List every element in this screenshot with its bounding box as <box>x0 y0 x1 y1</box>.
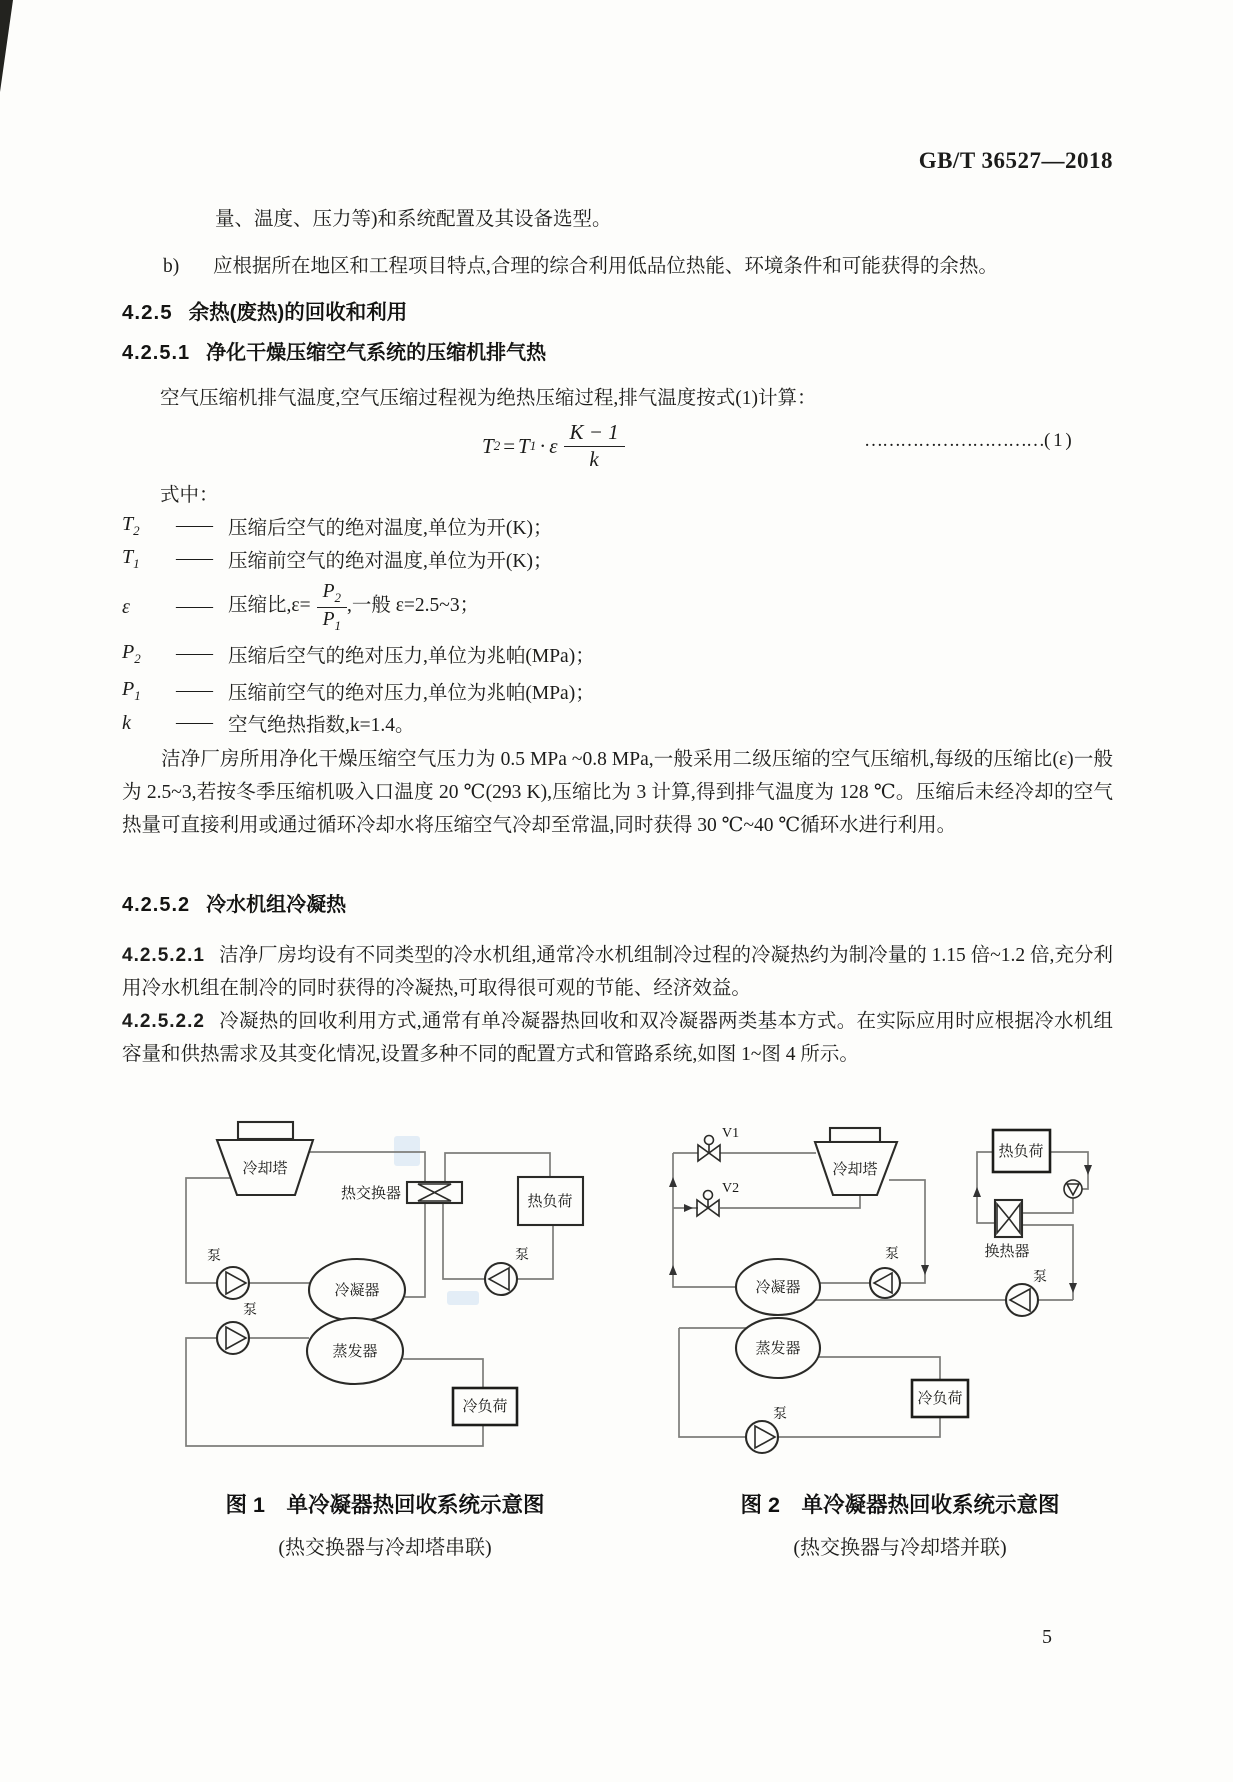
pump-icon <box>217 1267 249 1299</box>
valve-v1-label: V1 <box>722 1126 740 1141</box>
section-number: 4.2.5.2 <box>122 894 191 916</box>
pump-label: 泵 <box>885 1247 899 1262</box>
symbol-row-p1 <box>122 677 1113 705</box>
figure-2-title: 图 2 单冷凝器热回收系统示意图 <box>740 1493 1060 1517</box>
where-label: 式中： <box>160 485 219 506</box>
times-dot: · <box>539 433 547 458</box>
cooling-tower-fan-housing <box>830 1128 880 1142</box>
symbol: k <box>122 711 131 734</box>
symbol: $T_1$ <box>122 546 140 571</box>
symbol-description: 压缩后空气的绝对温度,单位为开(K)； <box>228 518 553 539</box>
dash: —— <box>176 643 211 664</box>
flow-arrow-right <box>684 1204 693 1212</box>
pipe <box>405 1203 425 1297</box>
paragraph-compressed-air: 洁净厂房所用净化干燥压缩空气压力为 0.5 MPa ~0.8 MPa,一般采用二级压缩的空气压缩机,每级的压缩比(ε)一般为 2.5~3,若按冬季压缩机吸入口温度 20 ℃(293 K),压缩比为 3 计算,得到排气温度为 128 ℃。压缩后未经冷却的空气热量可直接利用或通过循环冷却水将压缩空气冷却至常温,同时获得 30 ℃~40 ℃循环水进行利用。 <box>122 749 1113 836</box>
section-title: 冷水机组冷凝热 <box>206 894 347 916</box>
figure-1-caption <box>150 1488 620 1560</box>
pipe <box>889 1180 925 1283</box>
cooling-load-label: 冷负荷 <box>462 1399 508 1415</box>
valve-actuator <box>704 1191 713 1200</box>
dash: —— <box>176 515 211 536</box>
valve-actuator <box>705 1136 714 1145</box>
equation-expression <box>482 414 625 478</box>
page-number: 5 <box>1042 1626 1052 1648</box>
fraction-numerator: K − 1 <box>564 421 625 446</box>
valve-icon <box>709 1145 720 1161</box>
condenser-label: 冷凝器 <box>755 1280 801 1296</box>
section-heading-4251 <box>122 336 546 365</box>
symbol-description: 压缩前空气的绝对压力,单位为兆帕(MPa)； <box>228 683 595 704</box>
dash: —— <box>176 596 211 617</box>
valve-v2-label: V2 <box>722 1181 740 1196</box>
symbol-row-p2 <box>122 640 1113 668</box>
var-t2-sub: 2 <box>493 438 501 453</box>
pressure-ratio-fraction: $\frac{P_2}{P_1}$ <box>317 581 347 632</box>
symbol: ε <box>122 595 130 618</box>
heat-load-label: 热负荷 <box>998 1144 1044 1160</box>
dash: —— <box>176 712 211 733</box>
flow-arrow-up <box>669 1177 677 1187</box>
valve-icon <box>697 1200 708 1216</box>
list-item-b-label: b) <box>163 256 180 277</box>
symbol: $T_2$ <box>122 513 140 538</box>
paragraph-number: 4.2.5.2.1 <box>122 945 205 966</box>
section-title: 净化干燥压缩空气系统的压缩机排气热 <box>206 342 547 364</box>
cooling-tower-fan-housing <box>238 1122 293 1139</box>
list-item-b-text: 应根据所在地区和工程项目特点,合理的综合利用低品位热能、环境条件和可能获得的余热。 <box>213 256 998 277</box>
valve-icon <box>708 1200 719 1216</box>
pump-label: 泵 <box>243 1303 257 1318</box>
standard-number: GB/T 36527—2018 <box>918 148 1113 173</box>
figure-1-diagram <box>150 1095 620 1460</box>
flow-arrow-up <box>669 1265 677 1275</box>
paragraph-number: 4.2.5.2.2 <box>122 1011 205 1032</box>
paragraph-text: 冷凝热的回收利用方式,通常有单冷凝器热回收和双冷凝器两类基本方式。在实际应用时应根据冷水机组容量和供热需求及其变化情况,设置多种不同的配置方式和管路系统,如图 1~图 4 所示。 <box>122 1011 1113 1065</box>
heat-load-label: 热负荷 <box>527 1194 573 1210</box>
symbol-description: 空气绝热指数,k=1.4。 <box>228 715 415 736</box>
paragraph-42521 <box>122 939 1113 1005</box>
flow-arrow-down <box>921 1265 929 1275</box>
paragraph-text: 洁净厂房均设有不同类型的冷水机组,通常冷水机组制冷过程的冷凝热约为制冷量的 1.15 倍~1.2 倍,充分利用冷水机组在制冷的同时获得的冷凝热,可取得很可观的节能、经济效益。 <box>122 945 1113 999</box>
symbol-row-k <box>122 709 1113 737</box>
var-t2: T <box>482 433 494 458</box>
list-item-b <box>163 250 1116 283</box>
pump-label: 泵 <box>773 1407 787 1422</box>
dash: —— <box>176 548 211 569</box>
figure-2-diagram <box>640 1095 1160 1460</box>
flow-arrow-up <box>973 1187 981 1197</box>
pipe <box>673 1195 860 1208</box>
equals-sign: = <box>503 433 516 458</box>
heat-exchanger-label: 换热器 <box>984 1244 1030 1260</box>
pipe <box>310 1152 425 1182</box>
section-number: 4.2.5.1 <box>122 342 191 364</box>
symbol-description: 压缩后空气的绝对压力,单位为兆帕(MPa)； <box>228 646 595 667</box>
condenser-label: 冷凝器 <box>334 1283 380 1299</box>
intro-continuation-line: 量、温度、压力等)和系统配置及其设备选型。 <box>215 209 612 230</box>
epsilon-desc-post: ,一般 ε=2.5~3； <box>346 595 480 617</box>
pipe <box>673 1153 736 1287</box>
cooling-tower-label: 冷却塔 <box>832 1162 878 1178</box>
symbol: $P_1$ <box>122 678 141 703</box>
flow-arrow-down <box>1084 1165 1092 1175</box>
figure-1-title: 图 1 单冷凝器热回收系统示意图 <box>225 1493 545 1517</box>
dash: —— <box>176 680 211 701</box>
cooling-tower-label: 冷却塔 <box>242 1161 288 1177</box>
figure-2-caption <box>640 1488 1160 1560</box>
pump-icon <box>217 1322 249 1354</box>
pump-label: 泵 <box>207 1249 221 1264</box>
flow-arrow-down <box>1069 1283 1077 1293</box>
figure-2-subtitle: (热交换器与冷却塔并联) <box>793 1537 1007 1559</box>
symbol-description <box>228 581 1113 632</box>
formula-intro-paragraph: 空气压缩机排气温度,空气压缩过程视为绝热压缩过程,排气温度按式(1)计算： <box>160 388 817 409</box>
paragraph-42522 <box>122 1005 1113 1071</box>
symbol-row-t1 <box>122 545 1113 573</box>
pump-impeller <box>1067 1184 1079 1195</box>
var-t1: T <box>518 433 530 458</box>
section-title: 余热(废热)的回收和利用 <box>188 301 408 324</box>
section-number: 4.2.5 <box>122 301 173 324</box>
equation-number: ( 1 ) <box>1044 430 1071 451</box>
var-epsilon: ε <box>549 433 558 458</box>
epsilon-desc-pre: 压缩比,ε= <box>228 595 311 617</box>
heat-exchanger-label: 热交换器 <box>340 1186 401 1202</box>
pipe <box>818 1357 940 1380</box>
pump-icon <box>746 1421 778 1453</box>
exponent-fraction <box>564 421 625 470</box>
pump-label: 泵 <box>515 1248 529 1263</box>
pump-label: 泵 <box>1033 1270 1047 1285</box>
section-heading-425 <box>122 295 407 325</box>
symbol: $P_2$ <box>122 641 141 666</box>
cooling-load-label: 冷负荷 <box>917 1391 963 1407</box>
evaporator-label: 蒸发器 <box>755 1341 801 1357</box>
fraction-denominator: k <box>589 446 599 471</box>
symbol-row-epsilon <box>122 578 1113 636</box>
valve-icon <box>698 1145 709 1161</box>
pipe <box>403 1359 483 1388</box>
pipe <box>778 1417 940 1437</box>
evaporator-label: 蒸发器 <box>332 1344 378 1360</box>
leader-dots: ………………………… <box>864 430 1044 451</box>
section-heading-4252 <box>122 888 346 917</box>
scan-corner-artifact <box>0 0 13 92</box>
figure-1-subtitle: (热交换器与冷却塔串联) <box>278 1537 492 1559</box>
pipe <box>1022 1198 1073 1213</box>
pipe <box>443 1203 485 1279</box>
equation-1 <box>122 414 1113 478</box>
equation-leader <box>864 430 1071 452</box>
var-t1-sub: 1 <box>529 438 537 453</box>
symbol-description: 压缩前空气的绝对温度,单位为开(K)； <box>228 551 553 572</box>
symbol-row-t2 <box>122 512 1113 540</box>
